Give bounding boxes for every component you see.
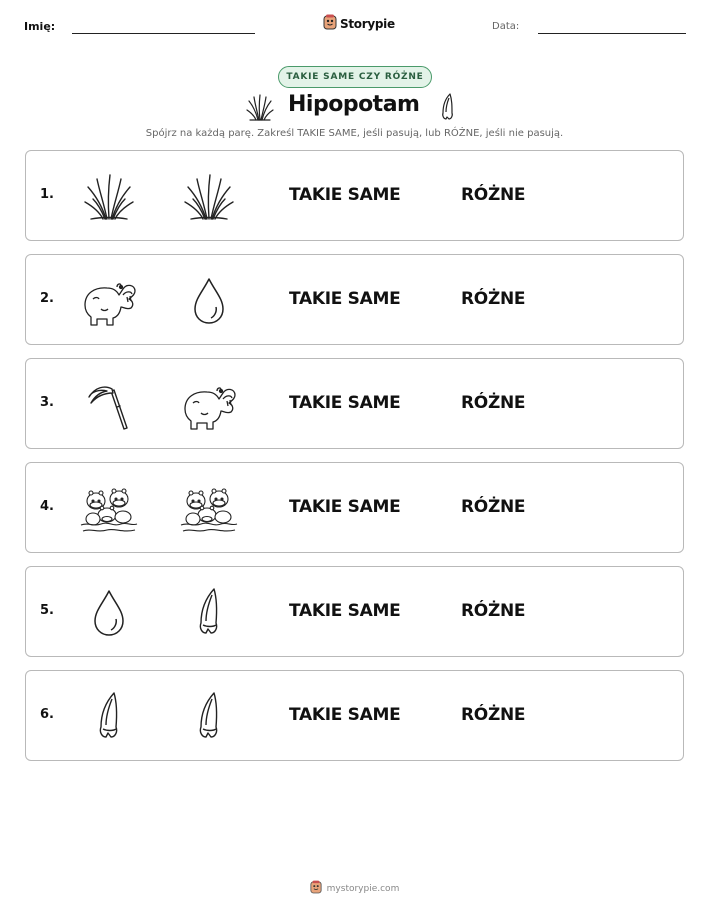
tooth-icon	[440, 93, 456, 125]
option-rozne[interactable]: RÓŻNE	[461, 185, 526, 205]
exercise-card	[25, 358, 684, 449]
exercise-number: 1.	[40, 187, 54, 202]
hippo-group-icon	[79, 481, 139, 537]
footer	[0, 880, 709, 897]
grass-icon	[246, 92, 274, 126]
brand-name: Storypie	[340, 16, 395, 31]
option-takie-same[interactable]: TAKIE SAME	[289, 601, 401, 621]
option-takie-same[interactable]: TAKIE SAME	[289, 705, 401, 725]
option-rozne[interactable]: RÓŻNE	[461, 705, 526, 725]
title-row	[0, 90, 709, 126]
water-drop-icon	[79, 585, 139, 641]
tooth-icon	[79, 689, 139, 745]
option-rozne[interactable]: RÓŻNE	[461, 601, 526, 621]
exercise-number: 5.	[40, 603, 54, 618]
grass-icon	[179, 169, 239, 225]
footer-url: mystorypie.com	[326, 883, 400, 894]
page-title: Hipopotam	[288, 92, 420, 117]
worksheet-header	[0, 0, 709, 50]
option-takie-same[interactable]: TAKIE SAME	[289, 393, 401, 413]
option-takie-same[interactable]: TAKIE SAME	[289, 497, 401, 517]
name-line[interactable]	[72, 33, 255, 34]
exercise-number: 6.	[40, 707, 54, 722]
worksheet-type-badge: TAKIE SAME CZY RÓŻNE	[278, 66, 432, 88]
storypie-logo-icon	[323, 14, 337, 33]
hippo-icon	[79, 273, 139, 329]
option-takie-same[interactable]: TAKIE SAME	[289, 289, 401, 309]
hippo-icon	[179, 377, 239, 433]
scythe-icon	[79, 377, 139, 433]
exercise-card	[25, 670, 684, 761]
tooth-icon	[179, 585, 239, 641]
exercise-card	[25, 566, 684, 657]
exercise-card	[25, 462, 684, 553]
hippo-group-icon	[179, 481, 239, 537]
date-line[interactable]	[538, 33, 686, 34]
storypie-logo-icon	[310, 880, 322, 897]
option-rozne[interactable]: RÓŻNE	[461, 289, 526, 309]
tooth-icon	[179, 689, 239, 745]
option-rozne[interactable]: RÓŻNE	[461, 393, 526, 413]
exercise-number: 2.	[40, 291, 54, 306]
exercise-number: 4.	[40, 499, 54, 514]
instruction-text: Spójrz na każdą parę. Zakreśl TAKIE SAME, jeśli pasują, lub RÓŻNE, jeśli nie pasują.	[145, 128, 564, 139]
name-label: Imię:	[24, 20, 56, 33]
water-drop-icon	[179, 273, 239, 329]
option-rozne[interactable]: RÓŻNE	[461, 497, 526, 517]
brand-logo	[323, 14, 395, 33]
exercise-number: 3.	[40, 395, 54, 410]
exercise-card	[25, 254, 684, 345]
option-takie-same[interactable]: TAKIE SAME	[289, 185, 401, 205]
date-label: Data:	[492, 21, 520, 32]
exercise-card	[25, 150, 684, 241]
grass-icon	[79, 169, 139, 225]
